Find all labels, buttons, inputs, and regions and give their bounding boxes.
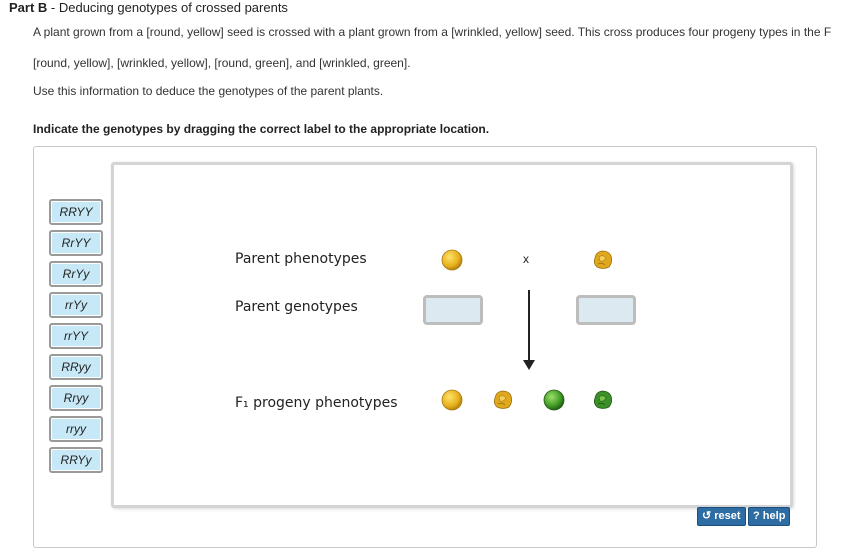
- progeny-wrinkled-yellow-pea-icon: [492, 389, 514, 411]
- parent-phenotypes-label: Parent phenotypes: [235, 251, 367, 267]
- arrow-head-icon: [523, 360, 535, 370]
- label-RRYy[interactable]: RRYy: [49, 447, 103, 473]
- label-rryy[interactable]: rryy: [49, 416, 103, 442]
- label-Rryy[interactable]: Rryy: [49, 385, 103, 411]
- arrow-down-icon: [528, 290, 530, 362]
- wrinkled-yellow-pea-icon: [592, 249, 614, 271]
- diagram-panel: [111, 162, 793, 508]
- help-label: help: [762, 510, 786, 522]
- round-yellow-pea-icon: [441, 249, 463, 271]
- label-RrYy[interactable]: RrYy: [49, 261, 103, 287]
- reset-icon: ↺: [702, 510, 712, 522]
- reset-button[interactable]: [697, 507, 746, 526]
- part-subtitle: - Deducing genotypes of crossed parents: [47, 0, 288, 15]
- progeny-phenotypes-label: F₁ progeny phenotypes: [235, 395, 398, 411]
- label-RRyy[interactable]: RRyy: [49, 354, 103, 380]
- reset-label: reset: [714, 510, 741, 522]
- cross-symbol: x: [523, 252, 529, 266]
- progeny-round-green-pea-icon: [543, 389, 565, 411]
- label-RRYY[interactable]: RRYY: [49, 199, 103, 225]
- help-button[interactable]: [748, 507, 790, 526]
- part-title: [9, 0, 288, 15]
- label-RrYY[interactable]: RrYY: [49, 230, 103, 256]
- help-icon: ?: [753, 510, 760, 522]
- parent-genotypes-label: Parent genotypes: [235, 299, 358, 315]
- label-rrYy[interactable]: rrYy: [49, 292, 103, 318]
- progeny-wrinkled-green-pea-icon: [592, 389, 614, 411]
- parent2-genotype-dropzone[interactable]: [576, 295, 636, 325]
- question-line-3: Use this information to deduce the genotypes of the parent plants.: [33, 84, 384, 98]
- question-line-1: A plant grown from a [round, yellow] seed is crossed with a plant grown from a [wrinkled, yellow] seed. This cross produces four progeny types in the F: [33, 25, 832, 39]
- progeny-round-yellow-pea-icon: [441, 389, 463, 411]
- parent1-genotype-dropzone[interactable]: [423, 295, 483, 325]
- part-label: Part B: [9, 0, 48, 15]
- instruction: Indicate the genotypes by dragging the correct label to the appropriate location.: [33, 122, 490, 136]
- label-rrYY[interactable]: rrYY: [49, 323, 103, 349]
- question-line-2: [round, yellow], [wrinkled, yellow], [round, green], and [wrinkled, green].: [33, 56, 411, 70]
